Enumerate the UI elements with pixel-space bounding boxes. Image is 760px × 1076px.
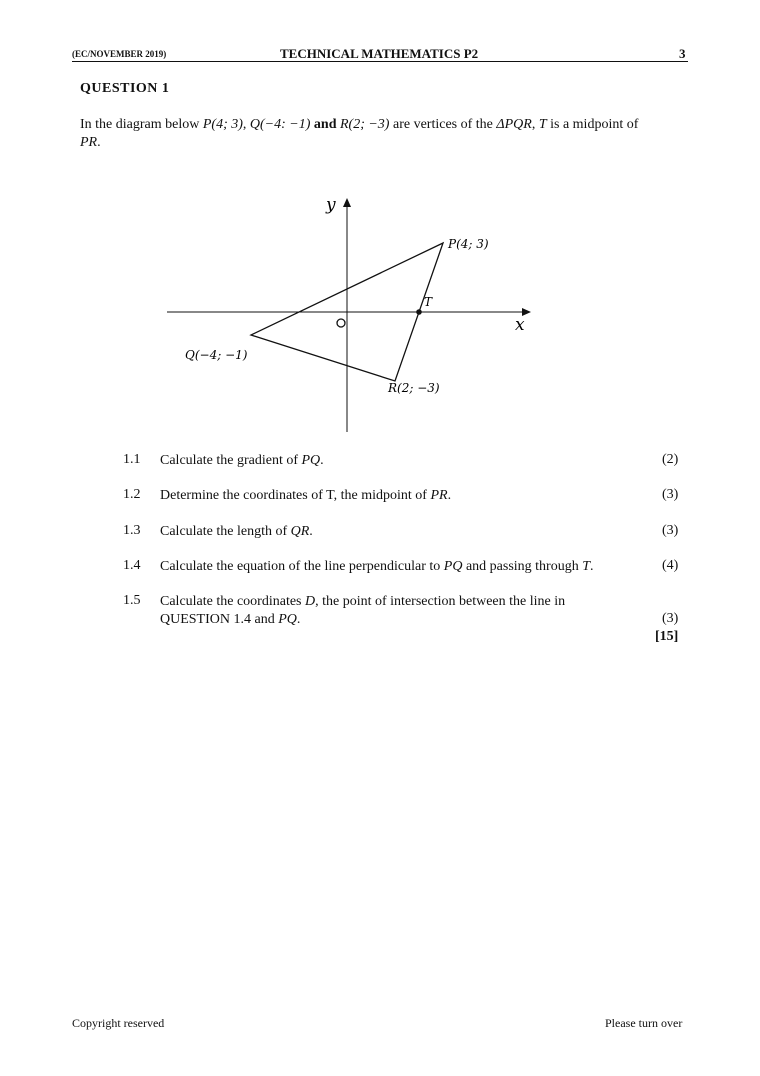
point-t: T (582, 559, 591, 574)
page-number: 3 (679, 46, 686, 61)
subquestion-marks: (3) (662, 611, 679, 626)
subquestion-marks: (3) (662, 487, 679, 502)
header-exam-session: (EC/NOVEMBER 2019) (72, 49, 167, 59)
subquestion-text (160, 487, 650, 505)
subquestion-text-part: Calculate the length of (160, 524, 291, 539)
subquestion-number: 1.4 (123, 558, 141, 573)
intro-text: In the diagram below (80, 117, 203, 132)
intro-separator: , (242, 117, 250, 132)
intro-text: is a midpoint of (546, 117, 639, 132)
subquestion-number: 1.3 (123, 523, 141, 538)
point-label-p: P(4; 3) (448, 237, 489, 251)
subquestion-text-part: . (296, 612, 301, 627)
segment-pq: PQ (443, 559, 463, 574)
intro-point-p: P(4; 3) (202, 117, 243, 132)
x-axis-label: x (515, 315, 525, 335)
subquestion-text-part: Determine the coordinates of T, the midpoint of (160, 488, 431, 503)
point-label-q: Q(−4; −1) (185, 348, 248, 362)
segment-pq: PQ (278, 612, 297, 627)
subquestion-marks: (4) (662, 558, 679, 573)
subquestion-text-part: . (590, 559, 594, 574)
segment-qr: QR (290, 524, 310, 539)
midpoint-t-marker (416, 309, 422, 315)
point-label-t: T (424, 295, 433, 309)
intro-point-t: T (538, 117, 547, 132)
intro-separator: , (531, 117, 539, 132)
subquestion-text-part: . (447, 488, 452, 503)
header-paper-title: TECHNICAL MATHEMATICS P2 (280, 46, 479, 61)
subquestion-text-part: , the point of intersection between the line in QUESTION 1.4 and (160, 594, 566, 627)
segment-pr: PR (430, 488, 448, 503)
footer-copyright: Copyright reserved (72, 1016, 165, 1030)
subquestion-text-part: and passing through (462, 559, 583, 574)
intro-end: . (97, 135, 101, 150)
intro-triangle: ΔPQR (496, 117, 532, 132)
intro-point-q: Q(−4: −1) (249, 117, 311, 132)
subquestion-marks: (3) (662, 523, 679, 538)
intro-and: and (310, 117, 340, 132)
y-axis-label: y (326, 195, 336, 215)
segment-pq: PQ (301, 453, 321, 468)
subquestion-text (160, 523, 650, 541)
subquestion-text-part: Calculate the coordinates (160, 594, 305, 609)
subquestion-text-part: Calculate the equation of the line perpendicular to (160, 559, 444, 574)
subquestion-number: 1.1 (123, 452, 141, 467)
question-title: QUESTION 1 (80, 81, 170, 96)
question-total-marks: [15] (655, 629, 679, 644)
subquestion-text-part: . (309, 524, 313, 539)
origin-marker (337, 319, 345, 327)
subquestion-text (160, 593, 620, 629)
intro-point-r: R(2; −3) (339, 117, 390, 132)
point-d: D (305, 594, 316, 609)
point-label-r: R(2; −3) (388, 381, 440, 395)
footer-turn-over: Please turn over (605, 1016, 683, 1030)
subquestion-number: 1.5 (123, 593, 141, 608)
subquestion-text-part: . (320, 453, 324, 468)
subquestion-number: 1.2 (123, 487, 141, 502)
subquestion-text (160, 558, 650, 576)
intro-segment-pr: PR (80, 135, 98, 150)
subquestion-text (160, 452, 650, 470)
intro-text: are vertices of the (389, 117, 497, 132)
subquestion-text-part: Calculate the gradient of (160, 453, 302, 468)
subquestion-marks: (2) (662, 452, 679, 467)
